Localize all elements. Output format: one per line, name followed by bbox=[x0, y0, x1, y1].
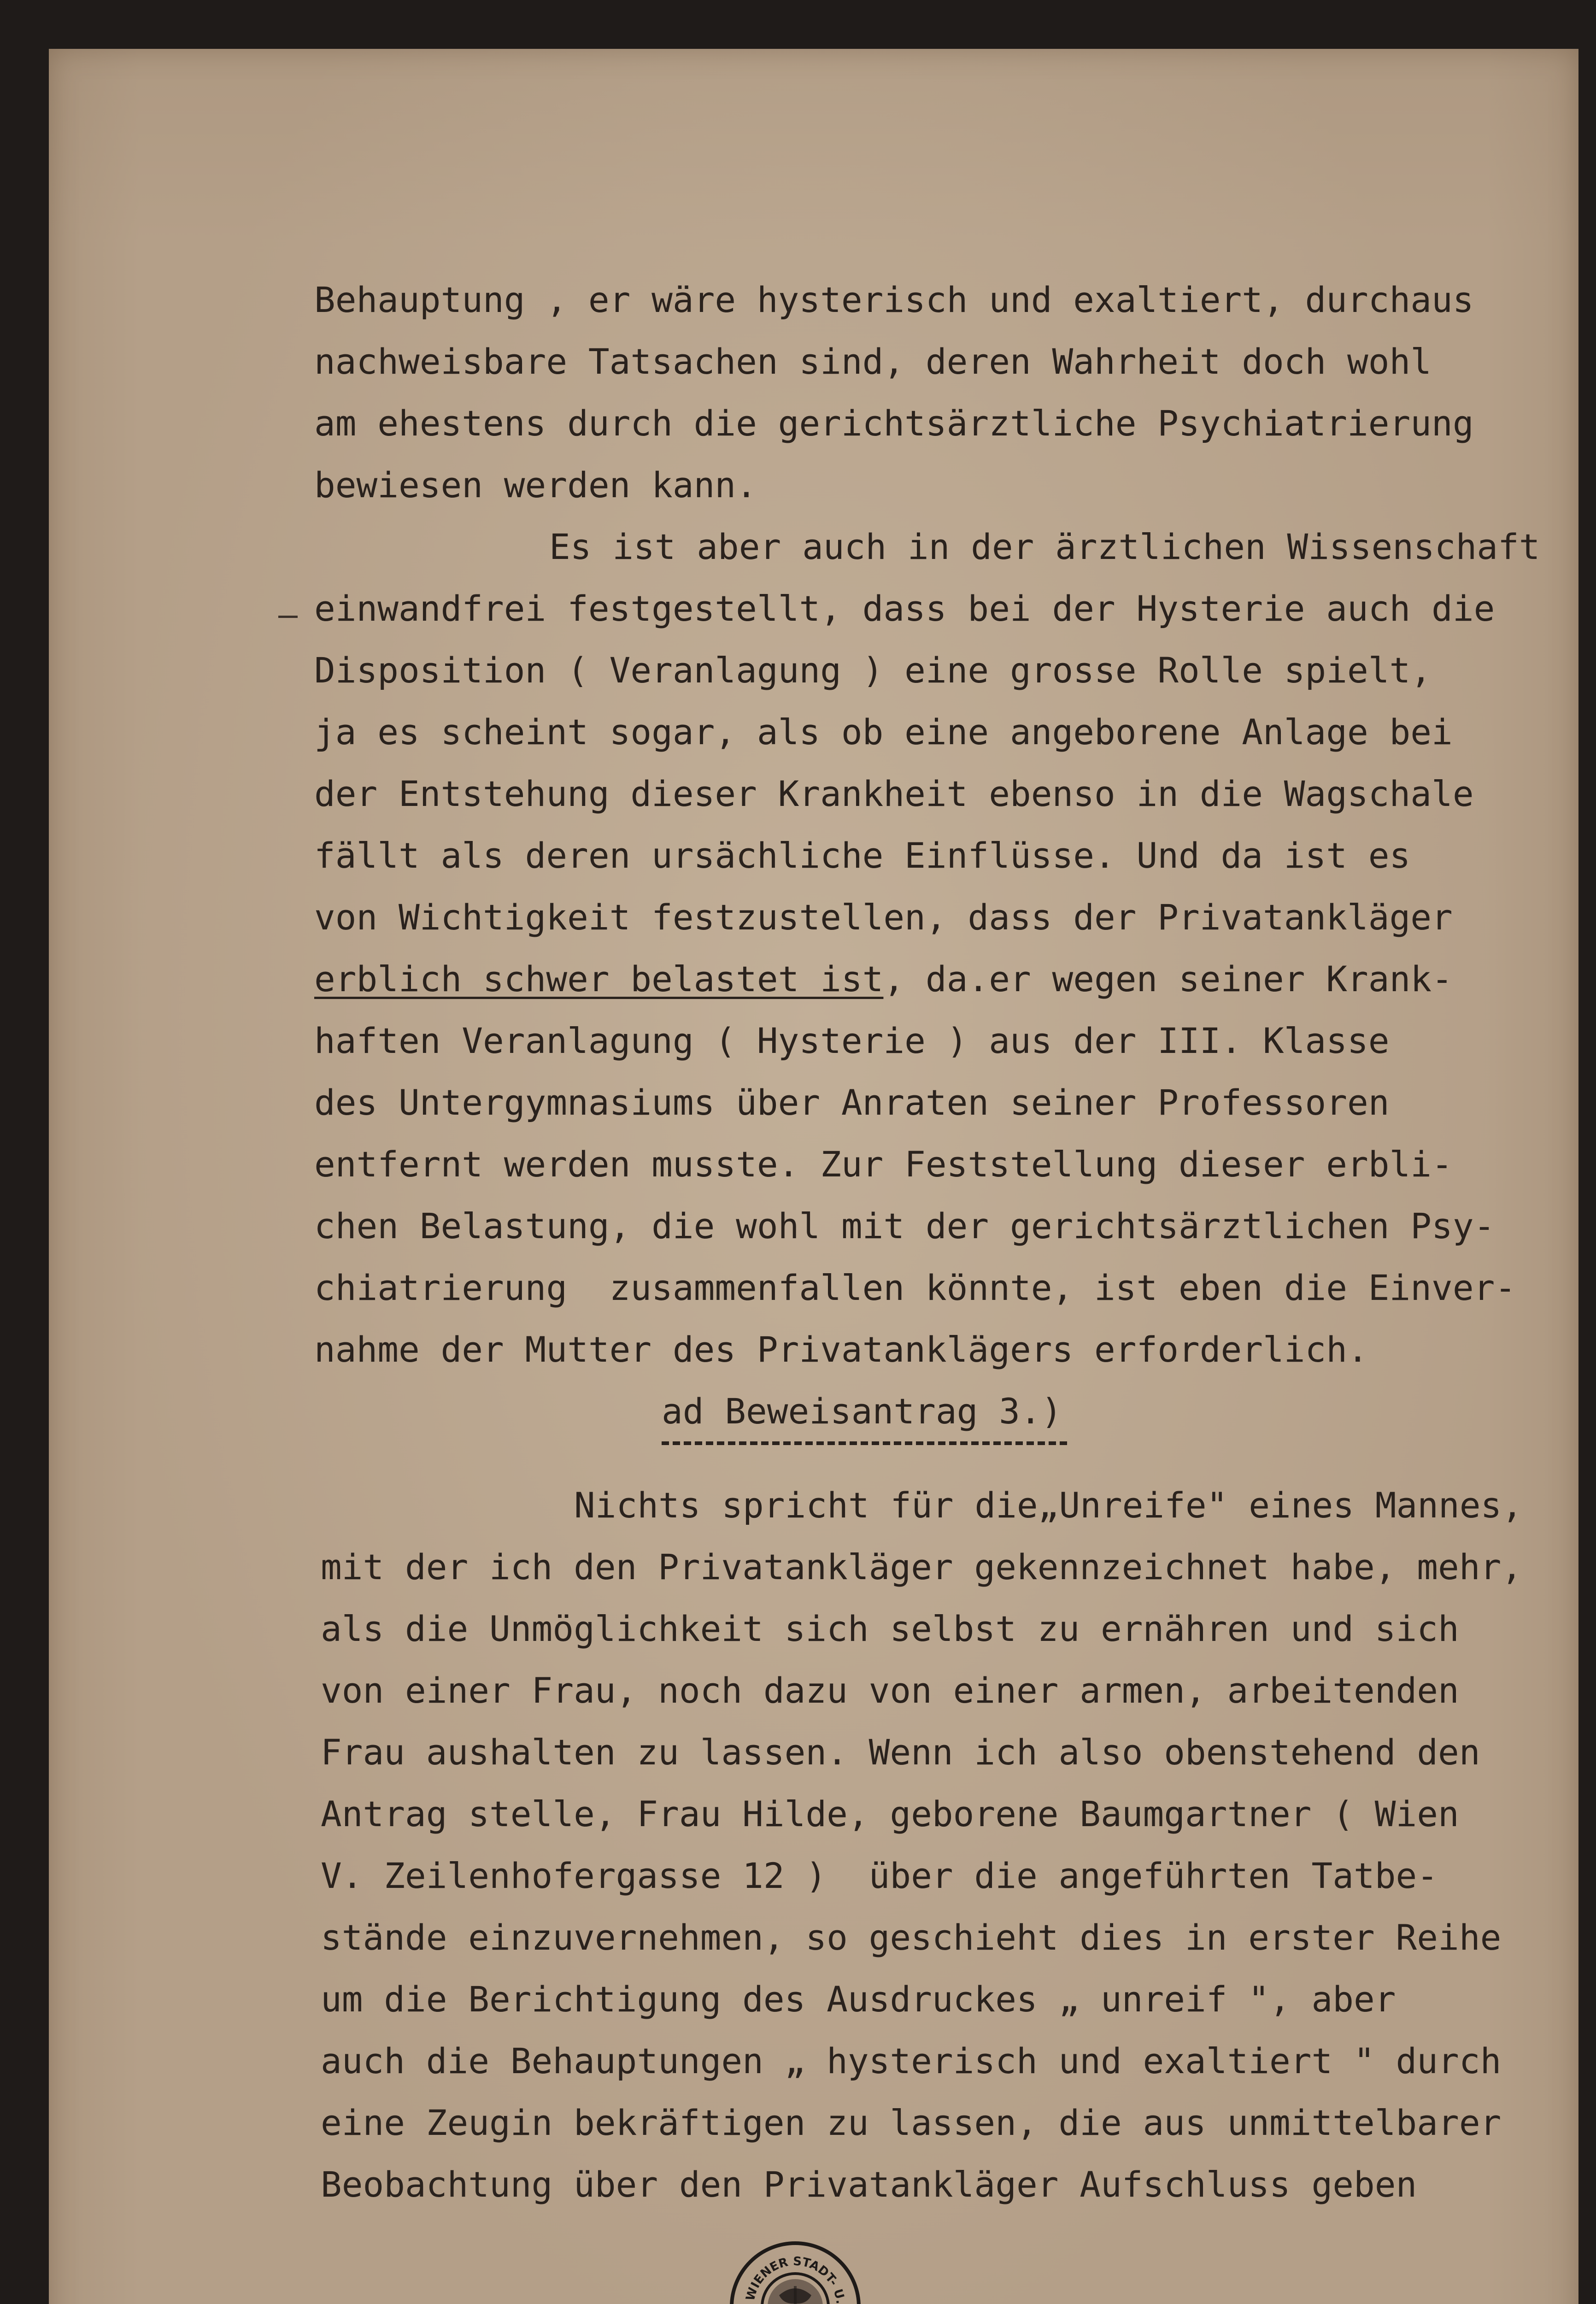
text-line-5: Es ist aber auch in der ärztlichen Wissenschaft bbox=[549, 526, 1540, 567]
text-line-29: auch die Behauptungen „ hysterisch und exaltiert " durch bbox=[321, 2040, 1502, 2081]
paper-sheet bbox=[49, 49, 1578, 2304]
library-stamp-seal-icon bbox=[726, 2238, 864, 2304]
text-line-26: V. Zeilenhofergasse 12 ) über die angeführten Tatbe- bbox=[321, 1855, 1438, 1896]
typed-letter-body bbox=[49, 49, 1578, 2304]
text-line-12-rest: , da.er wegen seiner Krank- bbox=[883, 958, 1453, 999]
text-line-17: chiatrierung zusammenfallen könnte, ist eben die Einver- bbox=[314, 1267, 1516, 1308]
text-line-9: der Entstehung dieser Krankheit ebenso in die Wagschale bbox=[314, 773, 1474, 814]
text-line-30: eine Zeugin bekräftigen zu lassen, die aus unmittelbarer bbox=[321, 2102, 1502, 2143]
text-line-13: haften Veranlagung ( Hysterie ) aus der III. Klasse bbox=[314, 1020, 1390, 1061]
margin-dash-mark bbox=[278, 616, 298, 618]
text-line-4: bewiesen werden kann. bbox=[314, 464, 757, 505]
text-line-22: als die Unmöglichkeit sich selbst zu ernähren und sich bbox=[321, 1608, 1459, 1649]
heading-dashed-rule bbox=[662, 1441, 1067, 1445]
text-line-3: am ehestens durch die gerichtsärztliche Psychiatrierung bbox=[314, 403, 1474, 444]
text-line-16: chen Belastung, die wohl mit der gerichtsärztlichen Psy- bbox=[314, 1205, 1495, 1246]
text-line-20: Nichts spricht für die„Unreife" eines Mannes, bbox=[574, 1485, 1523, 1526]
text-line-18: nahme der Mutter des Privatanklägers erforderlich. bbox=[314, 1329, 1368, 1370]
text-line-1: Behauptung , er wäre hysterisch und exaltiert, durchaus bbox=[314, 279, 1474, 320]
text-line-28: um die Berichtigung des Ausdruckes „ unreif ", aber bbox=[321, 1979, 1396, 2020]
text-line-12 bbox=[314, 958, 1453, 1000]
text-line-31: Beobachtung über den Privatankläger Aufschluss geben bbox=[321, 2164, 1417, 2205]
svg-text:WIENER STADT- U. LANDESBIBL.: WIENER STADT- U. bbox=[743, 2254, 847, 2304]
text-line-27: stände einzuvernehmen, so geschieht dies in erster Reihe bbox=[321, 1917, 1502, 1958]
underlined-phrase: erblich schwer belastet ist bbox=[314, 958, 884, 999]
text-line-21: mit der ich den Privatankläger gekennzeichnet habe, mehr, bbox=[321, 1546, 1523, 1587]
text-line-23: von einer Frau, noch dazu von einer armen, arbeitenden bbox=[321, 1670, 1459, 1711]
library-stamp bbox=[726, 2238, 864, 2304]
text-line-24: Frau aushalten zu lassen. Wenn ich also obenstehend den bbox=[321, 1732, 1480, 1773]
text-line-7: Disposition ( Veranlagung ) eine grosse Rolle spielt, bbox=[314, 650, 1432, 691]
text-line-25: Antrag stelle, Frau Hilde, geborene Baumgartner ( Wien bbox=[321, 1793, 1459, 1834]
text-line-6: einwandfrei festgestellt, dass bei der Hysterie auch die bbox=[314, 588, 1495, 629]
text-line-10: fällt als deren ursächliche Einflüsse. Und da ist es bbox=[314, 835, 1411, 876]
text-line-11: von Wichtigkeit festzustellen, dass der Privatankläger bbox=[314, 897, 1453, 938]
text-line-14: des Untergymnasiums über Anraten seiner Professoren bbox=[314, 1082, 1390, 1123]
text-line-2: nachweisbare Tatsachen sind, deren Wahrheit doch wohl bbox=[314, 341, 1432, 382]
text-line-8: ja es scheint sogar, als ob eine angeborene Anlage bei bbox=[314, 711, 1453, 752]
section-heading: ad Beweisantrag 3.) bbox=[662, 1391, 1062, 1432]
text-line-15: entfernt werden musste. Zur Feststellung dieser erbli- bbox=[314, 1144, 1453, 1185]
